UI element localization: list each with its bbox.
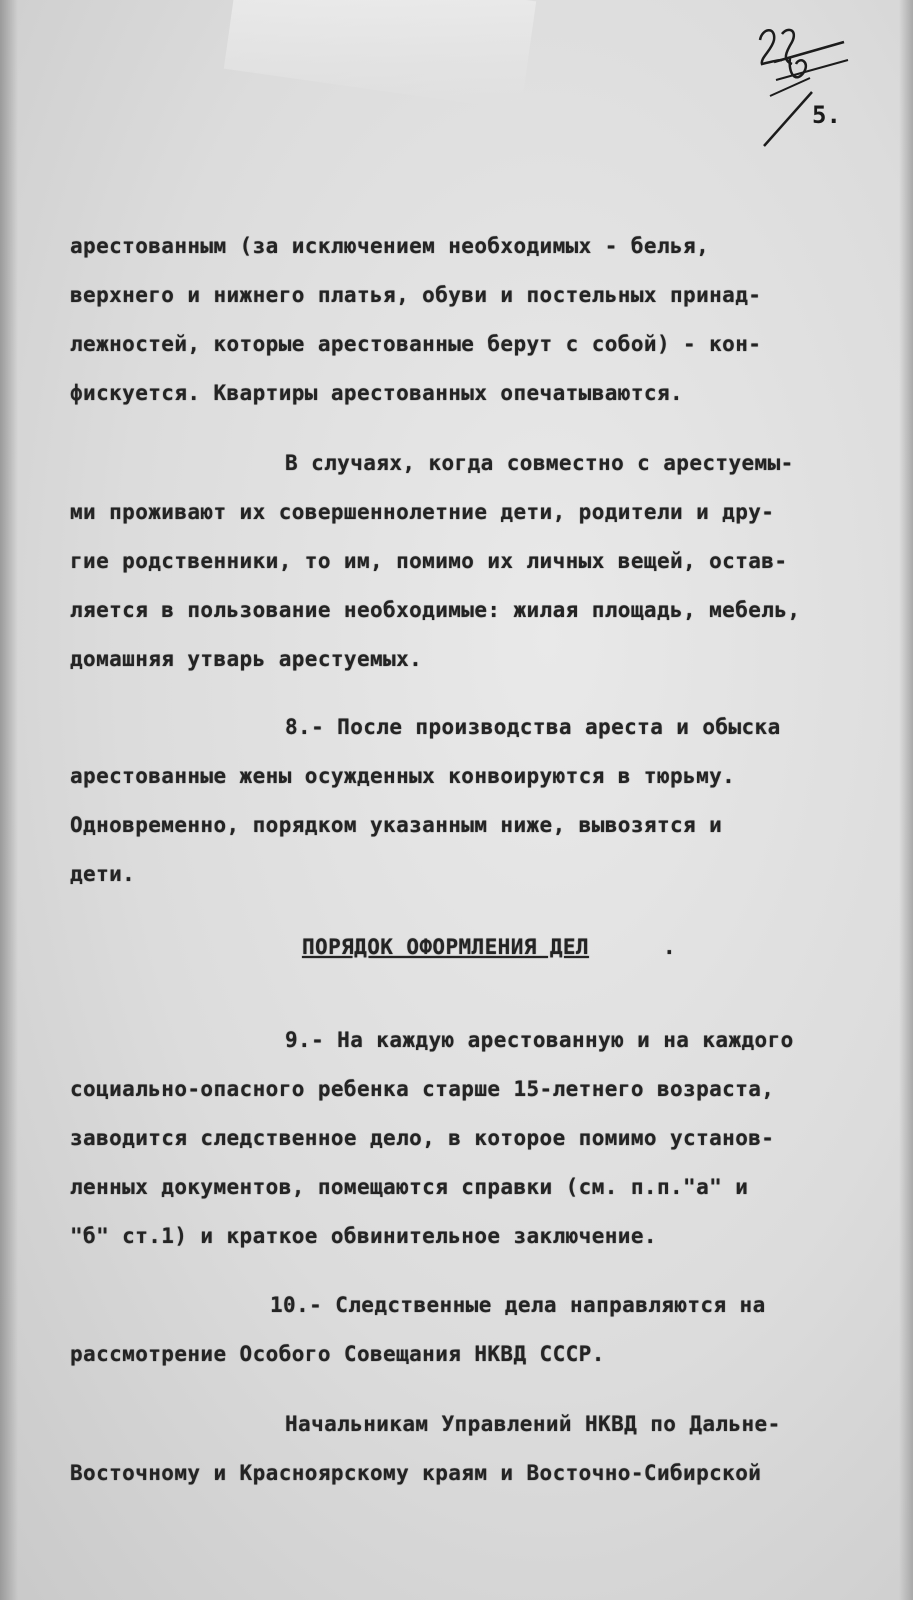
text-line: 10.- Следственные дела направляются на <box>270 1293 766 1317</box>
text-line: арестованным (за исключением необходимых - белья, <box>70 234 710 258</box>
text-line: арестованные жены осужденных конвоируются в тюрьму. <box>70 764 736 788</box>
paper-fold <box>224 0 536 110</box>
text-line: рассмотрение Особого Совещания НКВД СССР. <box>70 1342 605 1366</box>
text-line: "б" ст.1) и краткое обвинительное заключение. <box>70 1224 657 1248</box>
text-line: В случаях, когда совместно с арестуемы- <box>285 451 794 475</box>
text-line: заводится следственное дело, в которое помимо установ- <box>70 1126 775 1150</box>
text-line: домашняя утварь арестуемых. <box>70 647 423 671</box>
section-heading <box>302 935 589 959</box>
section-heading-text: ПОРЯДОК ОФОРМЛЕНИЯ ДЕЛ <box>302 935 589 959</box>
text-line: социально-опасного ребенка старше 15-летнего возраста, <box>70 1077 775 1101</box>
handwritten-folio-mark <box>752 18 862 158</box>
text-line: лежностей, которые арестованные берут с собой) - кон- <box>70 332 762 356</box>
text-line: фискуется. Квартиры арестованных опечатываются. <box>70 381 684 405</box>
text-line: дети. <box>70 862 136 886</box>
text-line: ленных документов, помещаются справки (см. п.п."а" и <box>70 1175 749 1199</box>
text-line: 8.- После производства ареста и обыска <box>285 715 781 739</box>
page-edge-right <box>899 0 913 1600</box>
text-line: ляется в пользование необходимые: жилая площадь, мебель, <box>70 598 801 622</box>
text-line: ми проживают их совершеннолетние дети, родители и дру- <box>70 500 775 524</box>
text-line: верхнего и нижнего платья, обуви и постельных принад- <box>70 283 762 307</box>
text-line: Одновременно, порядком указанным ниже, вывозятся и <box>70 813 723 837</box>
text-line: Восточному и Красноярскому краям и Восточно-Сибирской <box>70 1461 762 1485</box>
text-line: гие родственники, то им, помимо их личных вещей, остав- <box>70 549 788 573</box>
section-heading-suffix: . <box>650 935 677 959</box>
page-edge-left <box>0 0 18 1600</box>
text-line: 9.- На каждую арестованную и на каждого <box>285 1028 794 1052</box>
page-number: 5. <box>812 101 841 129</box>
text-line: Начальникам Управлений НКВД по Дальне- <box>285 1412 781 1436</box>
